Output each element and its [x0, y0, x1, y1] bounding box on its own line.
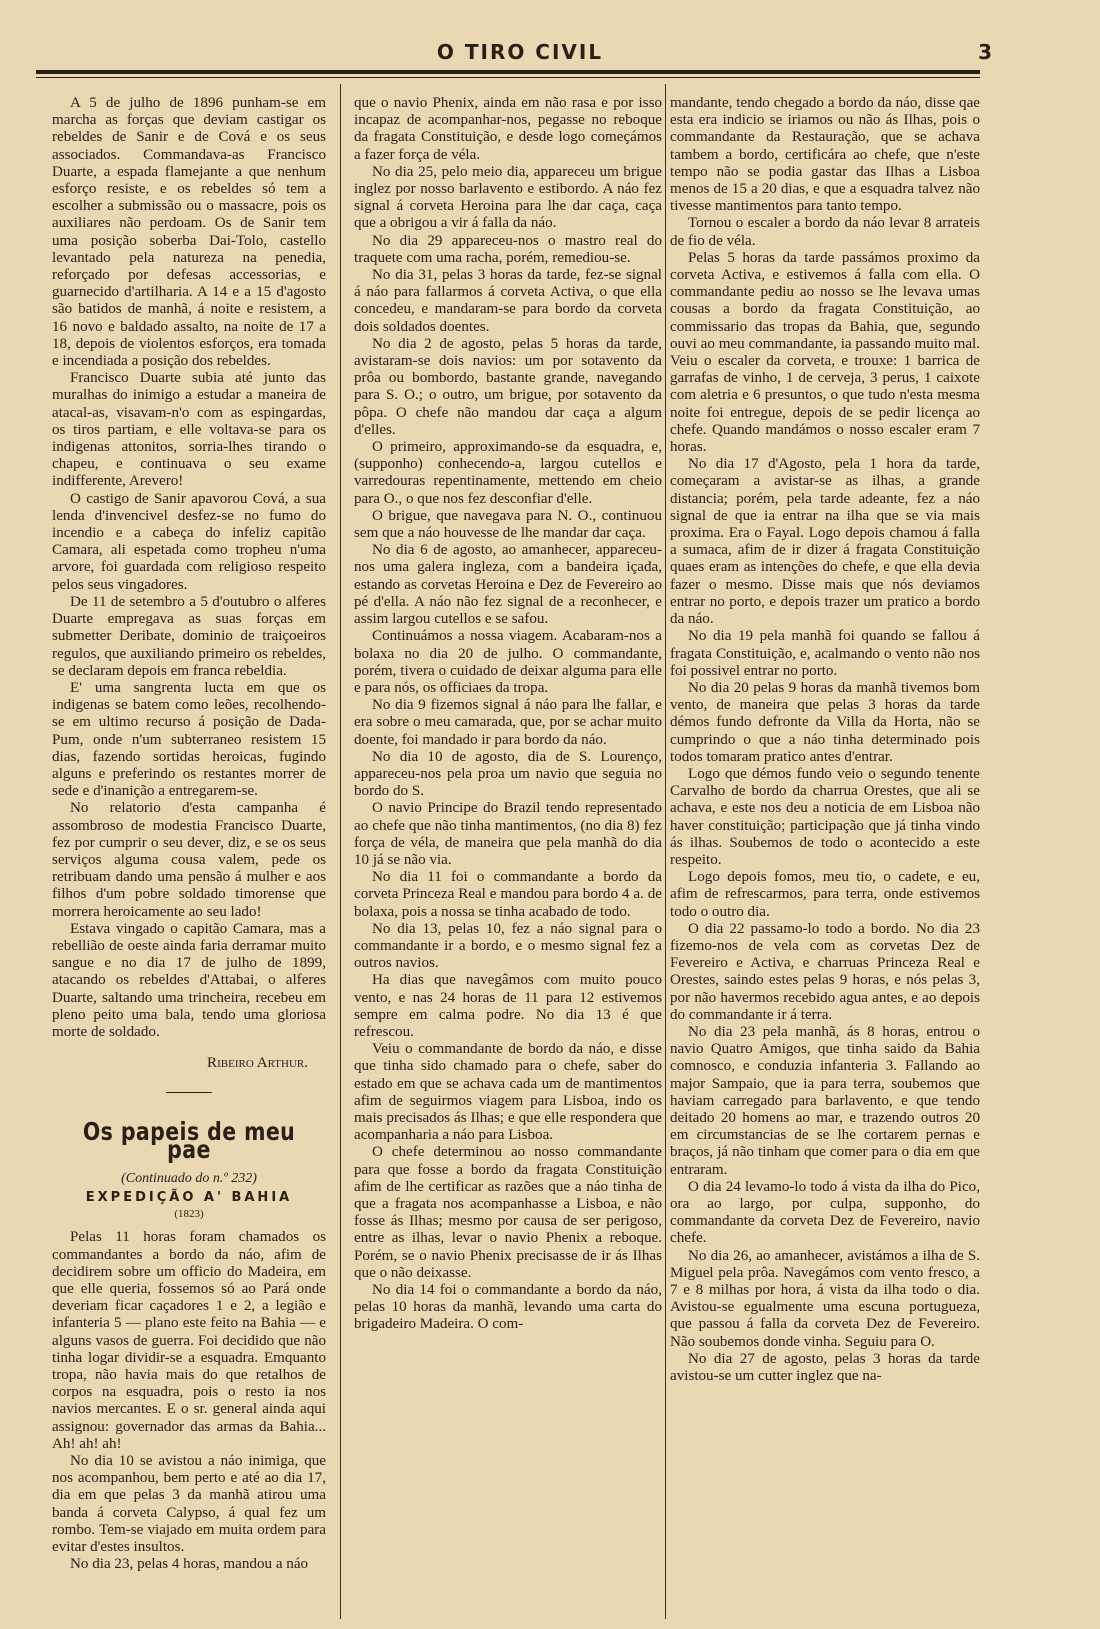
author-signature: Ribeiro Arthur.: [207, 1055, 308, 1072]
paragraph: No dia 9 fizemos signal á náo para lhe fallar, e era sobre o meu camarada, que, por se achar muito doente, foi mandado ir para bordo da náo.: [354, 697, 662, 748]
paragraph: No dia 17 d'Agosto, pela 1 hora da tarde, começaram a avistar-se as ilhas, a grande distancia; porém, pela tarde adeante, fez a náo signal de que ia entrar na ilha que se via mais proxima. Era o Fayal. Logo depois chamou á falla a sumaca, afim de ir dizer á fragata Constituição quaes eram as intenções do chefe, e que ella devia fazer o mesmo. Disse mais que nós deviamos entrar no porto, e depois trazer um pratico a bordo da náo.: [670, 456, 980, 628]
paragraph: que o navio Phenix, ainda em não rasa e por isso incapaz de acompanhar-nos, pegasse no reboque da fragata Constituição, e desde logo começámos a fazer força de véla.: [354, 95, 662, 163]
paragraph: Pelas 11 horas foram chamados os commandantes a bordo da náo, afim de decidirem sobre um officio do Madeira, em que elle queria, fossemos só ao Pará onde deveriam ficar caçadores 1 e 2, a legião e infanteria 5 — plano este feito na Bahia — e alguns vasos de guerra. Foi decidido que não tinha logar dividir-se a esquadra. Emquanto tropa, não havia mais do que retalhos de corpos na esquadra, pois o resto ia nos navios mercantes. E o sr. general ainda aqui assignou: governador das armas da Bahia... Ah! ah! ah!: [52, 1229, 326, 1452]
separator: [166, 1092, 212, 1093]
article-continuation-note: (Continuado do n.º 232): [121, 1170, 257, 1186]
paragraph: Ha dias que navegâmos com muito pouco vento, e nas 24 horas de 11 para 12 estivemos sempre em calma podre. No dia 13 é que refrescou.: [354, 972, 662, 1040]
paragraph: No dia 25, pelo meio dia, appareceu um brigue inglez por nosso barlavento e estibordo. A náo fez signal á corveta Heroina para lhe dar caça, caça que a obrigou a vir á falla da náo.: [354, 163, 662, 232]
paragraph: Veiu o commandante de bordo da náo, e disse que tinha sido chamado para o chefe, saber do estado em que se achava cada um de mantimentos afim de seguirmos viagem para Lisboa, indo os mais precisados ás Ilhas; e que elle respondera que acompanharia a náo para Lisboa.: [354, 1041, 662, 1144]
paragraph: O primeiro, approximando-se da esquadra, e, (supponho) conhecendo-a, largou cutellos e varredouras repentinamente, mettendo em cheio para O., o que nos fez desconfiar d'elle.: [354, 439, 662, 507]
paragraph: O brigue, que navegava para N. O., continuou sem que a náo houvesse de lhe mandar dar caça.: [354, 507, 662, 542]
article-title: Os papeis de meu pae: [82, 1117, 296, 1164]
column-3: [670, 95, 980, 1615]
column-divider-1: [340, 84, 341, 1619]
paragraph: No dia 13, pelas 10, fez a náo signal para o commandante ir a bordo, e o mesmo signal fez a outros navios.: [354, 920, 662, 972]
paragraph: No dia 27 de agosto, pelas 3 horas da tarde avistou-se um cutter inglez que na-: [670, 1350, 980, 1385]
paragraph: No dia 14 foi o commandante a bordo da náo, pelas 10 horas da manhã, levando uma carta do brigadeiro Madeira. O com-: [354, 1282, 662, 1333]
column-divider-2: [665, 84, 666, 1619]
page-header: [48, 40, 992, 66]
paragraph: No dia 10 se avistou a náo inimiga, que nos acompanhou, bem perto e até ao dia 17, dia em que pelas 3 da manhã atirou uma banda á corveta Calypso, á qual fez um rombo. Tem-se viajado em muita ordem para evitar d'estes insultos.: [52, 1453, 326, 1556]
header-rule-thick: [36, 70, 980, 74]
paragraph: Logo depois fomos, meu tio, o cadete, e eu, afim de refrescarmos, para terra, onde estivemos todo o outro dia.: [670, 869, 980, 920]
paragraph: No dia 11 foi o commandante a bordo da corveta Princeza Real e mandou para bordo 4 a. de bolaxa, pois a nossa se tinha acabado de todo.: [354, 869, 662, 920]
paragraph: O dia 24 levamo-lo todo á vista da ilha do Pico, ora ao largo, por culpa, supponho, do commandante da corveta Dez de Fevereiro, navio chefe.: [670, 1178, 980, 1247]
paragraph: No dia 2 de agosto, pelas 5 horas da tarde, avistaram-se dois navios: um por sotavento da prôa ou bombordo, bastante grande, navegando para S. O.; o outro, um brigue, por sotavento da pôpa. O chefe não mandou dar caça a algum d'elles.: [354, 335, 662, 438]
paragraph: No dia 23 pela manhã, ás 8 horas, entrou o navio Quatro Amigos, que tinha saido da Bahia comnosco, e conduzia infanteria 3. Fallando ao major Sampaio, que ia para terra, soubemos que haviam carregado para barlavento, e que tendo deitado 20 homens ao mar, e trazendo outros 20 em circumstancias de se lhe cortarem pernas e braços, já não tinham que comer para o dia em que entraram.: [670, 1023, 980, 1178]
column-1: [52, 95, 326, 1615]
paragraph: Logo que démos fundo veio o segundo tenente Carvalho de bordo da charrua Orestes, que ali se achava, e este nos deu a noticia de em Lisboa não haver constituição; participação que já tinha vindo ás ilhas. Soubemos de todo o acontecido a este respeito.: [670, 765, 980, 868]
paragraph: No dia 29 appareceu-nos o mastro real do traquete com uma racha, porém, remediou-se.: [354, 232, 662, 266]
paragraph: No dia 23, pelas 4 horas, mandou a náo: [70, 1556, 309, 1573]
paragraph: mandante, tendo chegado a bordo da náo, disse qae esta era indicio se iriamos ou não ás Ilhas, pois o commandante da Restauração, que se achava tambem a bordo, certificára ao chefe, que n'este tempo não se podia gastar das Ilhas a Lisboa menos de 15 a 20 dias, e que a esquadra talvez não tivesse mantimentos para tanto tempo.: [670, 95, 980, 215]
paragraph: O chefe determinou ao nosso commandante para que fosse a bordo da fragata Constituição afim de lhe certificar as razões que a náo tinha de que a fragata nos acompanhasse a Lisboa, e não fosse ás Ilhas; mesmo por causa de ser perigoso, entre as ilhas, levar o navio Phenix a reboque. Porém, se o navio Phenix precisasse de ir ás Ilhas que o não deixasse.: [354, 1144, 662, 1281]
page-number: 3: [978, 40, 992, 64]
paragraph: Estava vingado o capitão Camara, mas a rebellião de oeste ainda faria derramar muito sangue e no dia 17 de julho de 1899, atacando os rebeldes d'Attabai, o alferes Duarte, saltando uma trincheira, recebeu em pleno peito uma bala, tendo uma gloriosa morte de soldado.: [52, 920, 326, 1040]
paragraph: O dia 22 passamo-lo todo a bordo. No dia 23 fizemo-nos de vela com as corvetas Dez de Fevereiro e Activa, e charruas Princeza Real e Orestes, saindo estes pelas 9 horas, e nós pelas 3, por não havermos recebido agua antes, e ao depois do commandante ir á terra.: [670, 920, 980, 1023]
paragraph: O navio Principe do Brazil tendo representado ao chefe que não tinha mantimentos, (no dia 8) fez força de véla, de maneira que pela manhã do dia 10 já se não via.: [354, 800, 662, 868]
paragraph: No dia 26, ao amanhecer, avistámos a ilha de S. Miguel pela prôa. Navegámos com vento fresco, a 7 e 8 milhas por hora, á vista da ilha todo o dia. Avistou-se egualmente uma escuna portugueza, que passou á falla da corveta Dez de Fevereiro. Não soubemos donde vinha. Seguiu para O.: [670, 1247, 980, 1350]
paragraph: Pelas 5 horas da tarde passámos proximo da corveta Activa, e estivemos á falla com ella. O commandante pediu ao nosso se lhe levava umas cousas a bordo da fragata Constituição, ao commissario das tropas da Bahia, que, segundo ouvi ao meu commandante, ia passando muito mal. Veiu o escaler da corveta, e trouxe: 1 barrica de garrafas de vinho, 1 de cerveja, 3 perus, 1 caixote com aletria e 6 presuntos, o que tudo n'esta mesma noite foi entregue, depois de se pedir licença ao chefe. Quando mandámos o nosso escaler eram 7 horas.: [670, 249, 980, 456]
newspaper-title: O TIRO CIVIL: [436, 40, 604, 64]
paragraph: No relatorio d'esta campanha é assombroso de modestia Francisco Duarte, fez por cumprir o seu dever, diz, e se os seus serviços alguma cousa valem, pede os retribuam dando uma pensão á mulher e aos filhos d'um pobre soldado timorense que morrera heroicamente ao seu lado!: [52, 800, 326, 920]
paragraph: E' uma sangrenta lucta em que os indigenas se batem como leões, recolhendo-se em ultimo recurso á posição de Dada-Pum, onde n'um subterraneo resistem 15 dias, fazendo sortidas heroicas, fugindo alguns e preferindo os restantes morrer de sede e d'inanição a entregarem-se.: [52, 679, 326, 800]
paragraph: O castigo de Sanir apavorou Cová, a sua lenda d'invencivel desfez-se no fumo do incendio e a cabeça do infeliz capitão Camara, ali espetada como tropheu n'uma arvore, foi guardada com religioso respeito pelos seus vingadores.: [52, 490, 326, 593]
column-2: [354, 95, 662, 1615]
paragraph: No dia 20 pelas 9 horas da manhã tivemos bom vento, de maneira que pelas 3 horas da tarde démos fundo defronte da Villa da Horta, não se cumprindo o que a náo tinha determinado pois todos tomaram pratico antes d'entrar.: [670, 679, 980, 765]
paragraph: No dia 31, pelas 3 horas da tarde, fez-se signal á náo para fallarmos á corveta Activa, o que ella concedeu, e mandaram-se para bordo da corveta dois soldados doentes.: [354, 267, 662, 335]
paragraph: Francisco Duarte subia até junto das muralhas do inimigo a estudar a maneira de atacal-as, visavam-n'o com as espingardas, os tiros partiam, e elle voltava-se para os indigenas attonitos, sorria-lhes tirando o chapeu, e continuava o seu exame indifferente, Arevero!: [52, 370, 326, 490]
paragraph: Tornou o escaler a bordo da náo levar 8 arrateis de fio de véla.: [670, 215, 980, 249]
article-year: (1823): [174, 1208, 204, 1221]
paragraph: Continuámos a nossa viagem. Acabaram-nos a bolaxa no dia 20 de julho. O commandante, porém, tivera o cuidado de deixar alguma para elle e para nós, os officiaes da tropa.: [354, 628, 662, 696]
paragraph: No dia 10 de agosto, dia de S. Lourenço, appareceu-nos pela proa um navio que seguia no bordo do S.: [354, 748, 662, 800]
paragraph: No dia 19 pela manhã foi quando se fallou á fragata Constituição, e, acalmando o vento não nos foi possivel entrar no porto.: [670, 628, 980, 679]
header-rule-thin: [36, 77, 980, 78]
paragraph: No dia 6 de agosto, ao amanhecer, appareceu-nos uma galera ingleza, com a bandeira içada, estando as corvetas Heroina e Dez de Fevereiro ao pé d'ella. A náo não fez signal de a reconhecer, e assim largou cutellos e se safou.: [354, 542, 662, 628]
paragraph: De 11 de setembro a 5 d'outubro o alferes Duarte empregava as suas forças em submetter Deribate, dominio de traiçoeiros regulos, que auxiliando primeiro os rebeldes, se declaram depois em franca rebeldia.: [52, 593, 326, 679]
article-section-heading: EXPEDIÇÃO A' BAHIA: [85, 1189, 293, 1205]
paragraph: A 5 de julho de 1896 punham-se em marcha as forças que deviam castigar os rebeldes de Sanir e de Cová e os seus associados. Commandava-as Francisco Duarte, a espada flamejante a que nenhum esforço resiste, e os rebeldes só tem a escolher a submissão ou o massacre, pois os auxiliares não perdoam. Os de Sanir tem uma posição soberba Dai-Tolo, castello levantado pela natureza na penedia, reforçado por defesas accessorias, e guarnecido d'artilharia. A 14 e a 15 d'agosto são batidos de manhã, á noite e resistem, a 16 novo e baldado assalto, na noite de 17 a 18, depois de violentos esforços, era tomada e incendiada a posição dos rebeldes.: [52, 95, 326, 370]
